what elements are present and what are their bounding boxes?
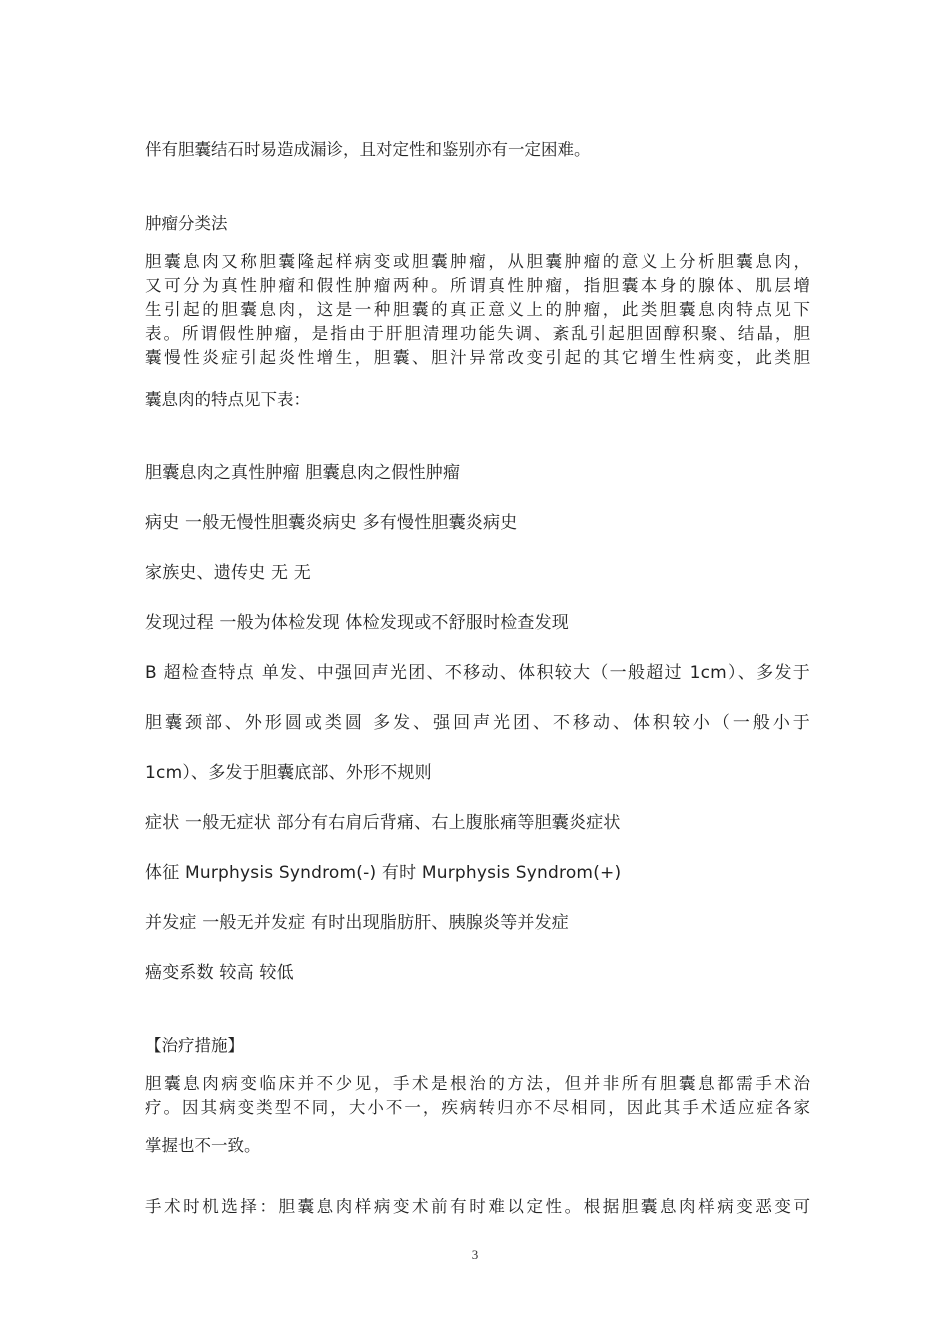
paragraph-line: 胆囊息肉又称胆囊隆起样病变或胆囊肿瘤，从胆囊肿瘤的意义上分析胆囊息肉，: [145, 252, 810, 271]
comparison-row: 1cm）、多发于胆囊底部、外形不规则: [145, 763, 432, 783]
comparison-row: 症状 一般无症状 部分有右肩后背痛、右上腹胀痛等胆囊炎症状: [145, 813, 621, 833]
comparison-row: B 超检查特点 单发、中强回声光团、不移动、体积较大（一般超过 1cm）、多发于: [145, 663, 810, 683]
comparison-row: 并发症 一般无并发症 有时出现脂肪肝、胰腺炎等并发症: [145, 913, 570, 933]
comparison-row: 体征 Murphysis Syndrom(-) 有时 Murphysis Syndrom(+): [145, 863, 622, 883]
paragraph-line: 掌握也不一致。: [145, 1136, 261, 1155]
comparison-row: 胆囊颈部、外形圆或类圆 多发、强回声光团、不移动、体积较小（一般小于: [145, 713, 810, 733]
paragraph-line: 手术时机选择：胆囊息肉样病变术前有时难以定性。根据胆囊息肉样病变恶变可: [145, 1197, 810, 1216]
paragraph-line: 表。所谓假性肿瘤，是指由于肝胆清理功能失调、紊乱引起胆固醇积聚、结晶，胆: [145, 324, 810, 343]
comparison-row: 癌变系数 较高 较低: [145, 963, 294, 983]
comparison-row: 发现过程 一般为体检发现 体检发现或不舒服时检查发现: [145, 613, 570, 633]
paragraph-line: 又可分为真性肿瘤和假性肿瘤两种。所谓真性肿瘤，指胆囊本身的腺体、肌层增: [145, 276, 810, 295]
paragraph-line: 囊慢性炎症引起炎性增生，胆囊、胆汁异常改变引起的其它增生性病变，此类胆: [145, 348, 810, 367]
paragraph-line: 疗。因其病变类型不同，大小不一，疾病转归亦不尽相同，因此其手术适应症各家: [145, 1098, 810, 1117]
paragraph-line: 生引起的胆囊息肉，这是一种胆囊的真正意义上的肿瘤，此类胆囊息肉特点见下: [145, 300, 810, 319]
comparison-row: 病史 一般无慢性胆囊炎病史 多有慢性胆囊炎病史: [145, 513, 518, 533]
section-heading-treatment: 【治疗措施】: [145, 1036, 244, 1055]
intro-line: 伴有胆囊结石时易造成漏诊，且对定性和鉴别亦有一定困难。: [145, 140, 591, 159]
section-heading-classification: 肿瘤分类法: [145, 214, 228, 233]
page-number: 3: [471, 1247, 479, 1262]
paragraph-line: 胆囊息肉病变临床并不少见，手术是根治的方法，但并非所有胆囊息都需手术治: [145, 1074, 810, 1093]
paragraph-line: 囊息肉的特点见下表：: [145, 390, 310, 409]
comparison-header: 胆囊息肉之真性肿瘤 胆囊息肉之假性肿瘤: [145, 463, 461, 483]
comparison-row: 家族史、遗传史 无 无: [145, 563, 312, 583]
